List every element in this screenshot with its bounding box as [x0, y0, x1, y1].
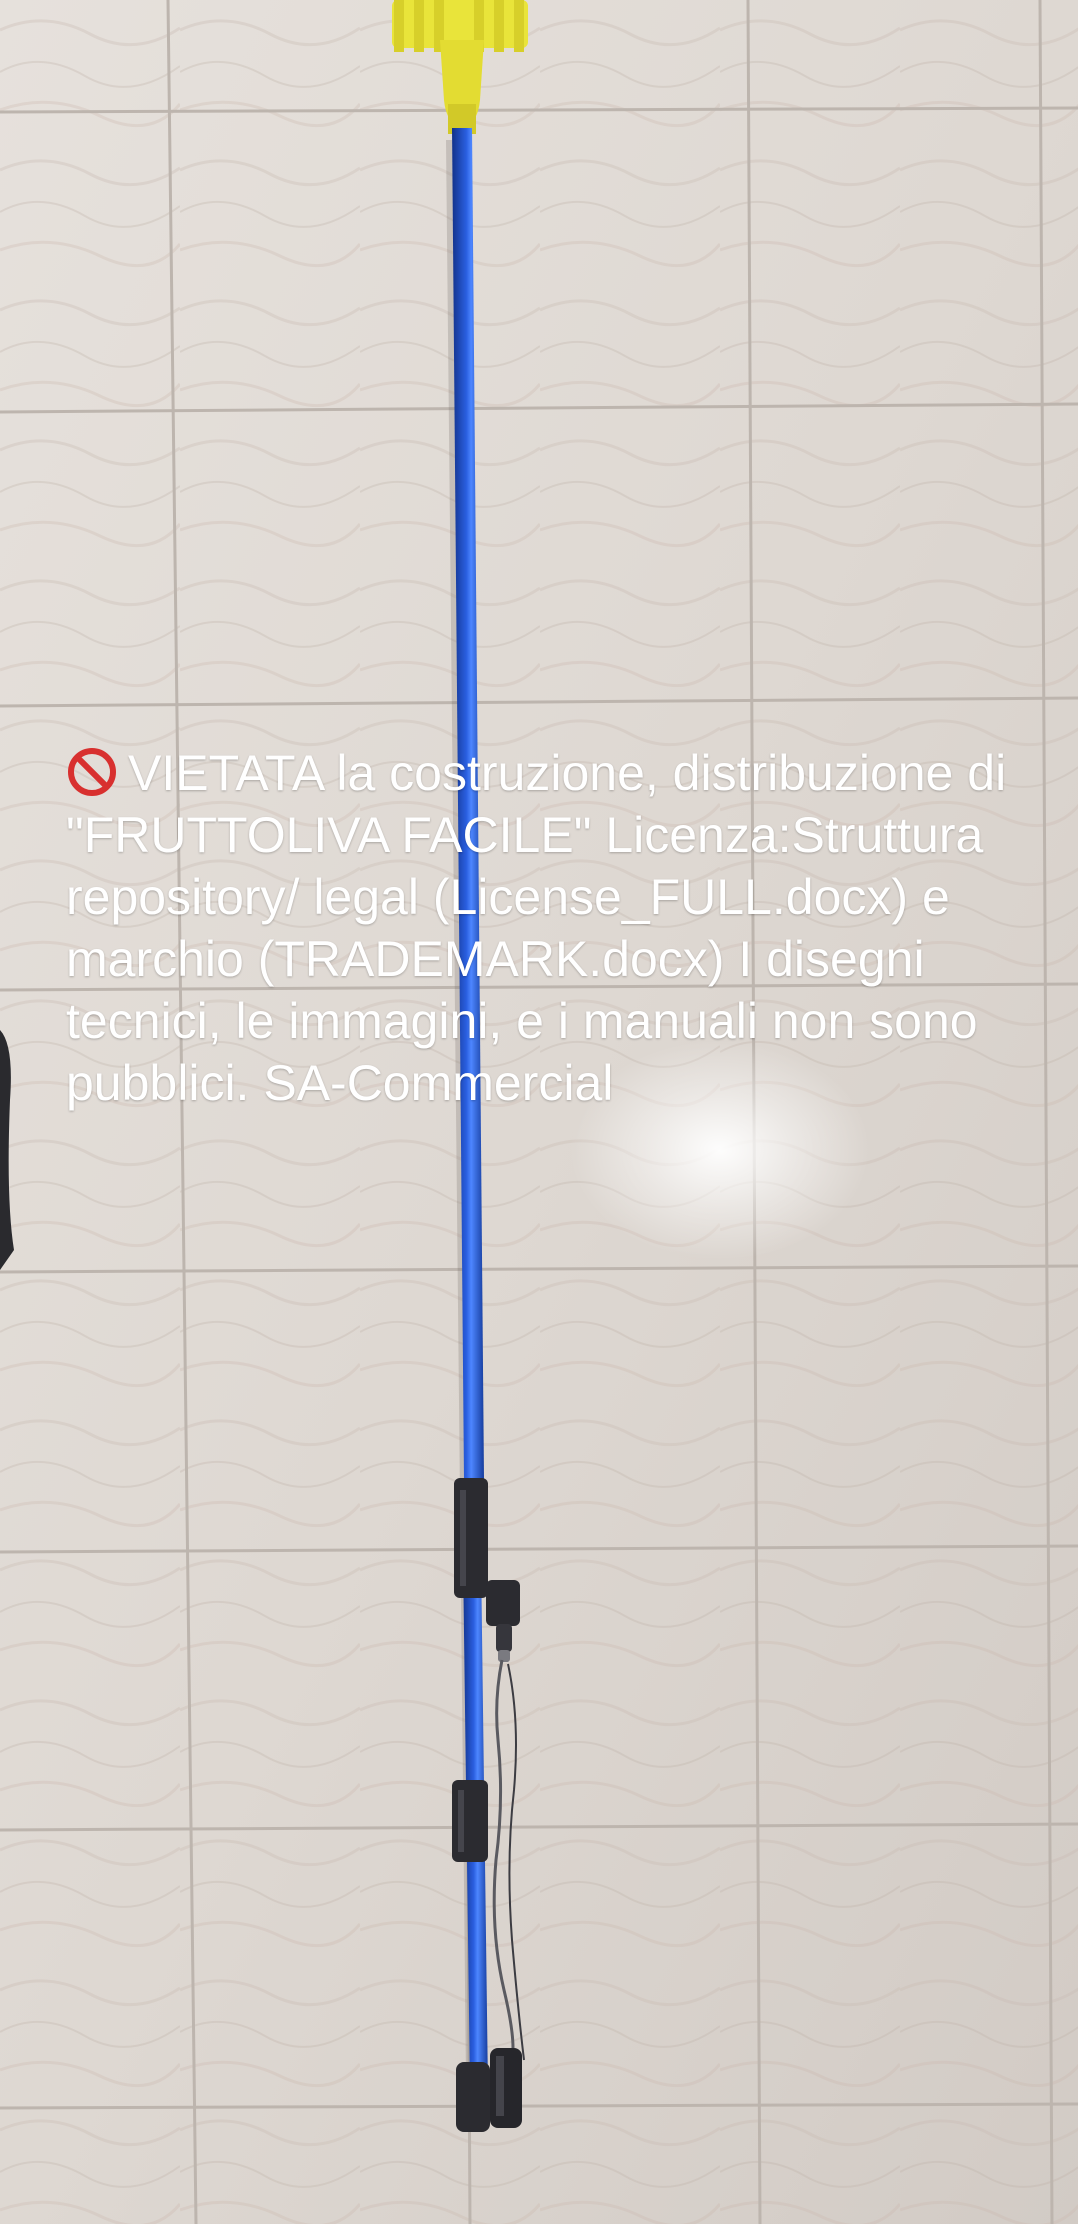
- pole-clamp-upper: [454, 1478, 488, 1598]
- prohibited-icon: [66, 746, 118, 798]
- pole-clamp-lower: [452, 1780, 488, 1862]
- license-warning-body: VIETATA la costruzione, distribuzione di "FRUTTOLIVA FACILE" Licenza:Struttura repository/ legal (License_FULL.docx) e marchio (TRADEMARK.docx) I disegni tecnici, le immagini, e i manuali non sono pubblici. SA-Commercial: [66, 745, 1007, 1111]
- license-warning-text: [66, 742, 1026, 1114]
